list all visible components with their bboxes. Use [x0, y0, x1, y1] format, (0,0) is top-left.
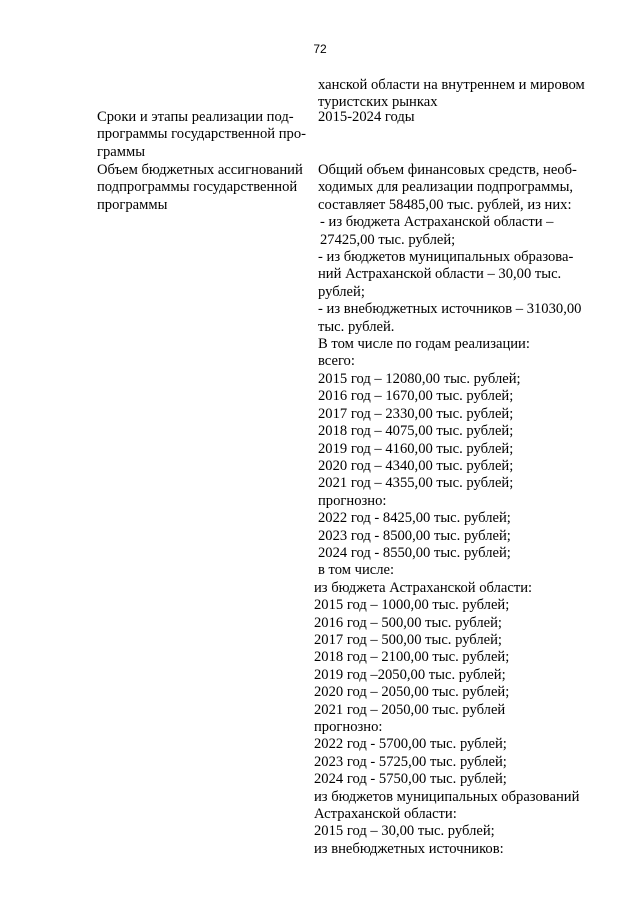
total-year-line: 2021 год – 4355,00 тыс. рублей;: [318, 475, 514, 492]
term-value: [318, 109, 610, 126]
regional-forecast-line: 2023 год - 5725,00 тыс. рублей;: [314, 753, 507, 770]
total-heading: всего:: [318, 353, 355, 370]
budget-total-line: составляет 58485,00 тыс. рублей, из них:: [318, 196, 572, 213]
budget-source-line: - из внебюджетных источников – 31030,00: [318, 301, 582, 318]
budget-total-line: ходимых для реализации подпрограммы,: [318, 179, 574, 196]
goal-continuation-line: туристских рынках: [318, 94, 438, 111]
municipal-budget-heading: Астраханской области:: [314, 806, 457, 823]
budget-label-line: подпрограммы государственной: [97, 179, 298, 196]
term-label-line: программы государственной про-: [97, 126, 307, 143]
term-value-text: 2015-2024 годы: [318, 109, 415, 125]
goal-continuation: [318, 77, 610, 112]
total-year-line: 2016 год – 1670,00 тыс. рублей;: [318, 388, 514, 405]
budget-label-line: программы: [97, 196, 168, 213]
forecast-heading: прогнозно:: [314, 719, 383, 735]
term-label-line: Сроки и этапы реализации под-: [97, 109, 294, 125]
total-year-line: 2018 год – 4075,00 тыс. рублей;: [318, 423, 514, 440]
regional-year-line: 2015 год – 1000,00 тыс. рублей;: [314, 597, 510, 614]
total-year-line: 2020 год – 4340,00 тыс. рублей;: [318, 457, 514, 474]
total-forecast-line: 2022 год - 8425,00 тыс. рублей;: [318, 510, 511, 527]
regional-year-line: 2018 год – 2100,00 тыс. рублей;: [314, 649, 510, 666]
forecast-heading: прогнозно:: [318, 492, 387, 509]
regional-year-line: 2021 год – 2050,00 тыс. рублей: [314, 701, 506, 718]
budget-source-line: рублей;: [318, 283, 365, 300]
budget-label-block: [97, 162, 312, 214]
regional-year-line: 2020 год – 2050,00 тыс. рублей;: [314, 684, 510, 701]
total-forecast-line: 2023 год - 8500,00 тыс. рублей;: [318, 527, 511, 544]
regional-year-line: 2019 год –2050,00 тыс. рублей;: [314, 666, 506, 683]
budget-source-line: - из бюджета Астраханской области –: [320, 214, 554, 231]
regional-forecast-line: 2022 год - 5700,00 тыс. рублей;: [314, 736, 507, 753]
budget-source-line: тыс. рублей.: [318, 318, 395, 335]
page-number: 72: [313, 42, 327, 56]
total-year-line: 2015 год – 12080,00 тыс. рублей;: [318, 370, 521, 387]
total-forecast-line: 2024 год - 8550,00 тыс. рублей;: [318, 544, 511, 561]
total-year-line: 2019 год – 4160,00 тыс. рублей;: [318, 440, 514, 457]
regional-year-line: 2017 год – 500,00 тыс. рублей;: [314, 631, 502, 648]
including-heading: в том числе:: [318, 562, 395, 579]
extrabudgetary-heading: из внебюджетных источников:: [314, 840, 504, 857]
municipal-year-line: 2015 год – 30,00 тыс. рублей;: [314, 823, 495, 840]
total-year-line: 2017 год – 2330,00 тыс. рублей;: [318, 405, 514, 422]
regional-budget-heading: из бюджета Астраханской области:: [314, 579, 533, 596]
budget-label-line: Объем бюджетных ассигнований: [97, 162, 303, 178]
regional-forecast-line: 2024 год - 5750,00 тыс. рублей;: [314, 771, 507, 788]
by-year-heading: В том числе по годам реализации:: [318, 336, 530, 353]
regional-year-line: 2016 год – 500,00 тыс. рублей;: [314, 614, 502, 631]
budget-source-line: 27425,00 тыс. рублей;: [320, 231, 456, 248]
term-label-line: граммы: [97, 143, 146, 160]
budget-total-line: Общий объем финансовых средств, необ-: [318, 162, 577, 178]
budget-details: [314, 162, 610, 858]
budget-source-line: ний Астраханской области – 30,00 тыс.: [318, 266, 562, 283]
budget-source-line: - из бюджетов муниципальных образова-: [318, 249, 574, 266]
goal-continuation-line: ханской области на внутреннем и мировом: [318, 77, 585, 93]
municipal-budget-heading: из бюджетов муниципальных образований: [314, 788, 580, 805]
term-label-block: [97, 109, 312, 161]
